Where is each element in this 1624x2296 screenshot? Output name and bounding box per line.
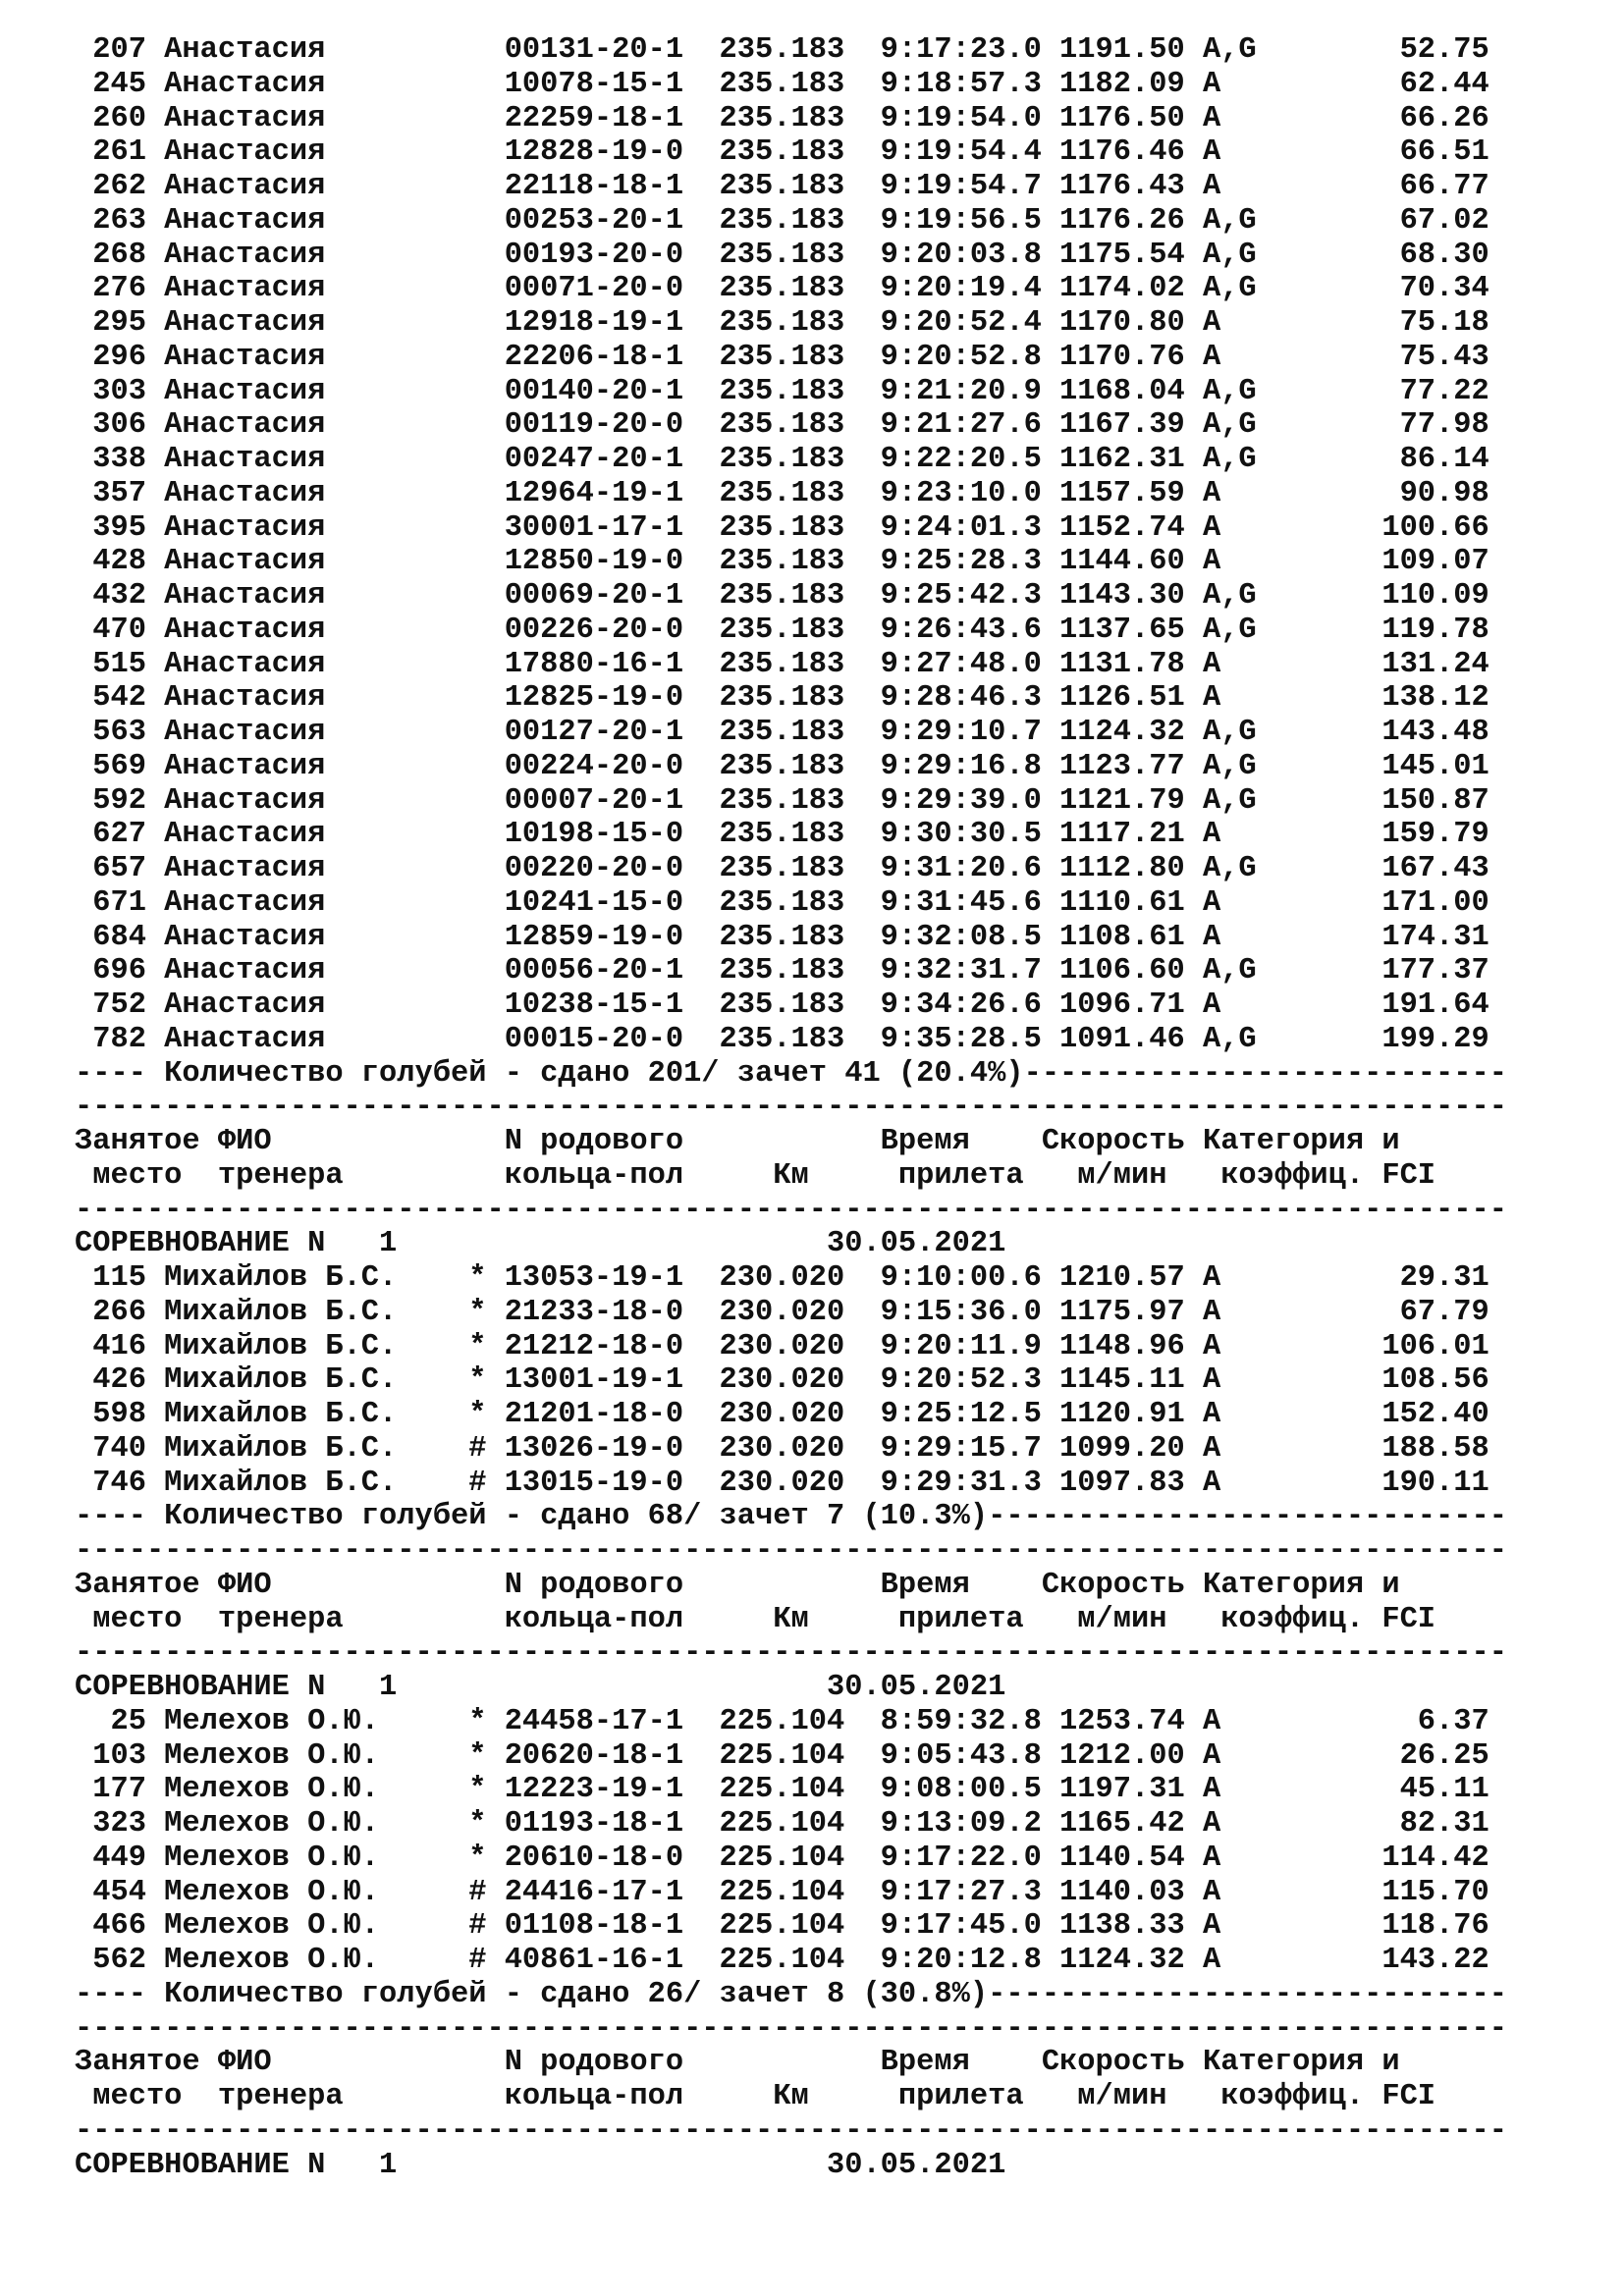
table-row: 263 Анастасия 00253-20-1 235.183 9:19:56.5 1176.26 A,G 67.02 xyxy=(75,203,1489,238)
table-row: 303 Анастасия 00140-20-1 235.183 9:21:20.9 1168.04 A,G 77.22 xyxy=(75,374,1489,408)
divider: -------------------------------------------------------------------------------- xyxy=(75,1091,1507,1125)
table-row: 426 Михайлов Б.С. * 13001-19-1 230.020 9:20:52.3 1145.11 A 108.56 xyxy=(75,1363,1489,1398)
table-row: 671 Анастасия 10241-15-0 235.183 9:31:45.6 1110.61 A 171.00 xyxy=(75,885,1489,920)
competition-heading: СОРЕВНОВАНИЕ N 1 30.05.2021 xyxy=(75,2148,1006,2182)
table-row: 268 Анастасия 00193-20-0 235.183 9:20:03.8 1175.54 A,G 68.30 xyxy=(75,238,1489,272)
table-row: 261 Анастасия 12828-19-0 235.183 9:19:54.4 1176.46 A 66.51 xyxy=(75,135,1489,170)
table-row: 740 Михайлов Б.С. # 13026-19-0 230.020 9:29:15.7 1099.20 A 188.58 xyxy=(75,1431,1489,1466)
table-row: 416 Михайлов Б.С. * 21212-18-0 230.020 9:20:11.9 1148.96 A 106.01 xyxy=(75,1329,1489,1363)
table-row: 177 Мелехов О.Ю. * 12223-19-1 225.104 9:08:00.5 1197.31 A 45.11 xyxy=(75,1773,1489,1807)
table-row: 515 Анастасия 17880-16-1 235.183 9:27:48.0 1131.78 A 131.24 xyxy=(75,647,1489,681)
table-row: 598 Михайлов Б.С. * 21201-18-0 230.020 9:25:12.5 1120.91 A 152.40 xyxy=(75,1398,1489,1431)
table-row: 562 Мелехов О.Ю. # 40861-16-1 225.104 9:20:12.8 1124.32 A 143.22 xyxy=(75,1944,1489,1977)
table-row: 276 Анастасия 00071-20-0 235.183 9:20:19.4 1174.02 A,G 70.34 xyxy=(75,272,1489,306)
table-row: 262 Анастасия 22118-18-1 235.183 9:19:54.7 1176.43 A 66.77 xyxy=(75,170,1489,203)
table-row: 449 Мелехов О.Ю. * 20610-18-0 225.104 9:17:22.0 1140.54 A 114.42 xyxy=(75,1841,1489,1875)
divider: -------------------------------------------------------------------------------- xyxy=(75,1636,1507,1671)
table-row: 592 Анастасия 00007-20-1 235.183 9:29:39.0 1121.79 A,G 150.87 xyxy=(75,783,1489,818)
table-row: 428 Анастасия 12850-19-0 235.183 9:25:28.3 1144.60 A 109.07 xyxy=(75,545,1489,579)
table-row: 295 Анастасия 12918-19-1 235.183 9:20:52.4 1170.80 A 75.18 xyxy=(75,306,1489,340)
table-row: 395 Анастасия 30001-17-1 235.183 9:24:01.3 1152.74 A 100.66 xyxy=(75,510,1489,545)
table-row: 260 Анастасия 22259-18-1 235.183 9:19:54.0 1176.50 A 66.26 xyxy=(75,101,1489,135)
table-row: 470 Анастасия 00226-20-0 235.183 9:26:43.6 1137.65 A,G 119.78 xyxy=(75,613,1489,647)
divider: -------------------------------------------------------------------------------- xyxy=(75,1534,1507,1568)
table-row: 245 Анастасия 10078-15-1 235.183 9:18:57.3 1182.09 A 62.44 xyxy=(75,67,1489,101)
results-document xyxy=(75,33,1587,2182)
table-row: 323 Мелехов О.Ю. * 01193-18-1 225.104 9:13:09.2 1165.42 A 82.31 xyxy=(75,1807,1489,1841)
competition-heading: СОРЕВНОВАНИЕ N 1 30.05.2021 xyxy=(75,1227,1006,1261)
table-row: 752 Анастасия 10238-15-1 235.183 9:34:26.6 1096.71 A 191.64 xyxy=(75,988,1489,1022)
table-header-row: Занятое ФИО N родового Время Скорость Категория и xyxy=(75,1568,1400,1602)
summary-line: ---- Количество голубей - сдано 201/ зачет 41 (20.4%)--------------------------- xyxy=(75,1056,1507,1091)
table-row: 684 Анастасия 12859-19-0 235.183 9:32:08.5 1108.61 A 174.31 xyxy=(75,920,1489,954)
table-row: 25 Мелехов О.Ю. * 24458-17-1 225.104 8:59:32.8 1253.74 A 6.37 xyxy=(75,1704,1489,1738)
table-header-row: место тренера кольца-пол Км прилета м/мин коэффиц. FCI xyxy=(75,1158,1436,1193)
table-header-row: Занятое ФИО N родового Время Скорость Категория и xyxy=(75,1125,1400,1158)
table-row: 746 Михайлов Б.С. # 13015-19-0 230.020 9:29:31.3 1097.83 A 190.11 xyxy=(75,1466,1489,1500)
table-header-row: место тренера кольца-пол Км прилета м/мин коэффиц. FCI xyxy=(75,1602,1436,1636)
table-row: 338 Анастасия 00247-20-1 235.183 9:22:20.5 1162.31 A,G 86.14 xyxy=(75,443,1489,476)
table-row: 466 Мелехов О.Ю. # 01108-18-1 225.104 9:17:45.0 1138.33 A 118.76 xyxy=(75,1909,1489,1944)
summary-line: ---- Количество голубей - сдано 26/ зачет 8 (30.8%)----------------------------- xyxy=(75,1977,1507,2011)
table-row: 627 Анастасия 10198-15-0 235.183 9:30:30.5 1117.21 A 159.79 xyxy=(75,818,1489,852)
table-row: 432 Анастасия 00069-20-1 235.183 9:25:42.3 1143.30 A,G 110.09 xyxy=(75,579,1489,613)
competition-heading: СОРЕВНОВАНИЕ N 1 30.05.2021 xyxy=(75,1671,1006,1704)
divider: -------------------------------------------------------------------------------- xyxy=(75,2011,1507,2046)
table-row: 266 Михайлов Б.С. * 21233-18-0 230.020 9:15:36.0 1175.97 A 67.79 xyxy=(75,1295,1489,1329)
table-row: 306 Анастасия 00119-20-0 235.183 9:21:27.6 1167.39 A,G 77.98 xyxy=(75,408,1489,443)
divider: -------------------------------------------------------------------------------- xyxy=(75,1193,1507,1227)
table-row: 115 Михайлов Б.С. * 13053-19-1 230.020 9:10:00.6 1210.57 A 29.31 xyxy=(75,1261,1489,1295)
table-row: 569 Анастасия 00224-20-0 235.183 9:29:16.8 1123.77 A,G 145.01 xyxy=(75,749,1489,783)
table-row: 454 Мелехов О.Ю. # 24416-17-1 225.104 9:17:27.3 1140.03 A 115.70 xyxy=(75,1875,1489,1909)
table-row: 563 Анастасия 00127-20-1 235.183 9:29:10.7 1124.32 A,G 143.48 xyxy=(75,716,1489,749)
table-row: 103 Мелехов О.Ю. * 20620-18-1 225.104 9:05:43.8 1212.00 A 26.25 xyxy=(75,1738,1489,1773)
table-header-row: место тренера кольца-пол Км прилета м/мин коэффиц. FCI xyxy=(75,2080,1436,2113)
table-row: 207 Анастасия 00131-20-1 235.183 9:17:23.0 1191.50 A,G 52.75 xyxy=(75,33,1489,67)
summary-line: ---- Количество голубей - сдано 68/ зачет 7 (10.3%)----------------------------- xyxy=(75,1500,1507,1534)
table-row: 782 Анастасия 00015-20-0 235.183 9:35:28.5 1091.46 A,G 199.29 xyxy=(75,1022,1489,1056)
table-row: 657 Анастасия 00220-20-0 235.183 9:31:20.6 1112.80 A,G 167.43 xyxy=(75,852,1489,885)
table-row: 296 Анастасия 22206-18-1 235.183 9:20:52.8 1170.76 A 75.43 xyxy=(75,340,1489,374)
table-row: 696 Анастасия 00056-20-1 235.183 9:32:31.7 1106.60 A,G 177.37 xyxy=(75,954,1489,988)
table-header-row: Занятое ФИО N родового Время Скорость Категория и xyxy=(75,2046,1400,2080)
table-row: 542 Анастасия 12825-19-0 235.183 9:28:46.3 1126.51 A 138.12 xyxy=(75,681,1489,716)
table-row: 357 Анастасия 12964-19-1 235.183 9:23:10.0 1157.59 A 90.98 xyxy=(75,476,1489,510)
divider: -------------------------------------------------------------------------------- xyxy=(75,2113,1507,2148)
